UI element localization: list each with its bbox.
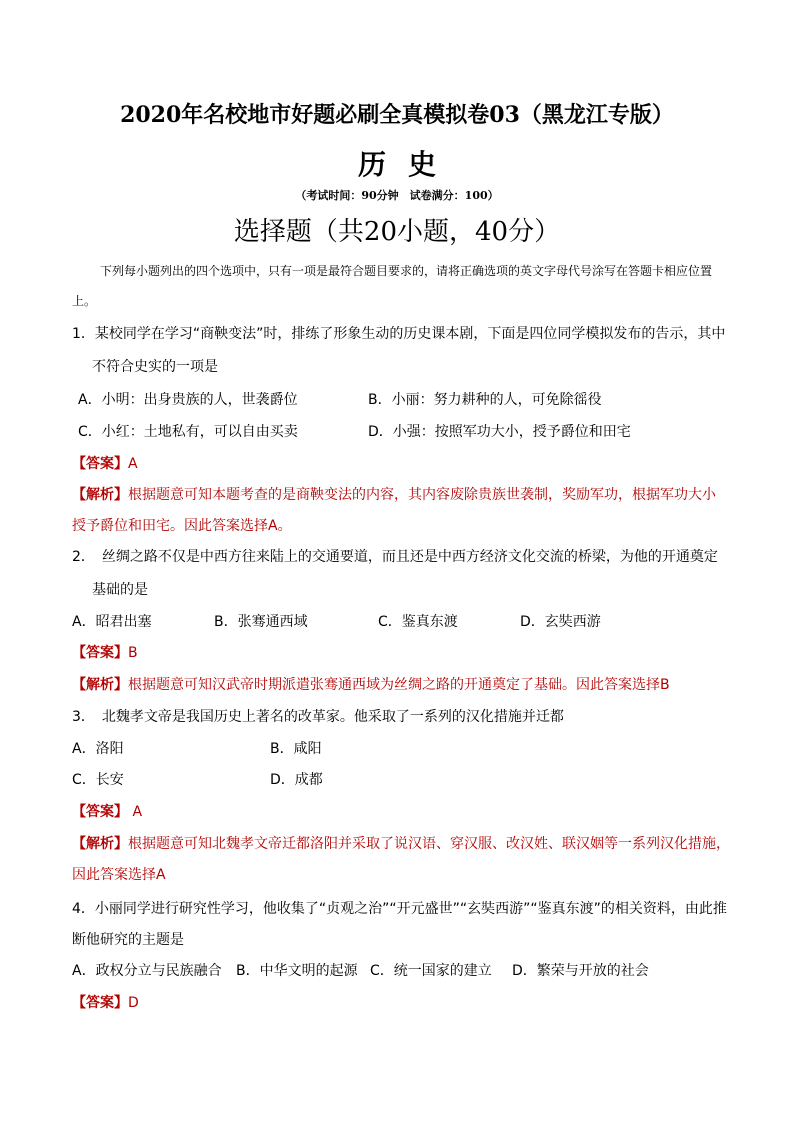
q2-stem-line1: 2． 丝绸之路不仅是中西方往来陆上的交通要道，而且还是中西方经济文化交流的桥梁，为他的开通奠定 — [72, 549, 718, 565]
q2-option-b: B．张骞通西域 — [214, 614, 308, 630]
q2-stem-line2: 基础的是 — [92, 582, 148, 598]
answer-label: 【答案】 — [72, 804, 128, 820]
q1-stem-line2: 不符合史实的一项是 — [92, 359, 218, 375]
exam-info: （考试时间：90分钟 试卷满分：100） — [295, 189, 499, 202]
answer-label: 【答案】 — [72, 645, 128, 661]
q3-analysis-line1: 【解析】根据题意可知北魏孝文帝迁都洛阳并采取了说汉语、穿汉服、改汉姓、联汉姻等一系列汉化措施， — [72, 836, 730, 852]
answer-value: A — [128, 456, 138, 472]
q1-option-a: A．小明：出身贵族的人，世袭爵位 — [78, 392, 298, 408]
answer-value: B — [128, 645, 138, 661]
q2-option-c: C．鉴真东渡 — [378, 614, 458, 630]
q2-analysis-line1: 【解析】根据题意可知汉武帝时期派遣张骞通西域为丝绸之路的开通奠定了基础。因此答案选择B — [72, 677, 670, 693]
q4-option-d: D．繁荣与开放的社会 — [512, 963, 649, 979]
answer-label: 【答案】 — [72, 995, 128, 1011]
q1-option-b: B．小丽：努力耕种的人，可免除徭役 — [368, 392, 602, 408]
answer-value: D — [128, 995, 139, 1011]
subject-title: 历史 — [357, 148, 458, 181]
q1-option-c: C．小红：土地私有，可以自由买卖 — [78, 424, 298, 440]
q3-option-a: A．洛阳 — [72, 741, 124, 757]
instructions-text: 下列每小题列出的四个选项中，只有一项是最符合题目要求的，请将正确选项的英文字母代号涂写在答题卡相应位置上。 — [72, 264, 713, 308]
q3-option-d: D．成都 — [270, 772, 323, 788]
q3-option-c: C．长安 — [72, 772, 124, 788]
q4-stem-line1: 4．小丽同学进行研究性学习，他收集了“贞观之治”“开元盛世”“玄奘西游”“鉴真东渡”的相关资料，由此推 — [72, 901, 727, 917]
q4-option-b: B．中华文明的起源 — [236, 963, 358, 979]
answer-label: 【答案】 — [72, 456, 128, 472]
q3-answer — [72, 801, 142, 821]
analysis-label: 【解析】 — [72, 677, 128, 693]
q4-answer — [72, 992, 139, 1012]
section-instructions — [72, 256, 732, 316]
q3-analysis-line2: 因此答案选择A — [72, 867, 166, 883]
q2-option-a: A．昭君出塞 — [72, 614, 152, 630]
q1-stem-line1: 1．某校同学在学习“商鞅变法”时，排练了形象生动的历史课本剧，下面是四位同学模拟发布的告示，其中 — [72, 326, 726, 342]
q2-answer — [72, 642, 138, 662]
q4-stem-line2: 断他研究的主题是 — [72, 932, 184, 948]
q1-analysis-line2: 授予爵位和田宅。因此答案选择A。 — [72, 518, 292, 534]
section-title: 选择题（共20小题，40分） — [233, 217, 561, 247]
q1-answer — [72, 453, 138, 473]
q1-option-d: D．小强：按照军功大小，授予爵位和田宅 — [368, 424, 631, 440]
answer-value: A — [128, 804, 143, 820]
q3-stem-line1: 3． 北魏孝文帝是我国历史上著名的改革家。他采取了一系列的汉化措施并迁都 — [72, 709, 564, 725]
exam-title: 2020年名校地市好题必刷全真模拟卷03（黑龙江专版） — [120, 102, 674, 128]
analysis-label: 【解析】 — [72, 487, 128, 503]
q3-option-b: B．咸阳 — [270, 741, 322, 757]
q4-option-a: A．政权分立与民族融合 — [72, 963, 222, 979]
q1-analysis-line1: 【解析】根据题意可知本题考查的是商鞅变法的内容，其内容废除贵族世袭制，奖励军功，根据军功大小 — [72, 487, 716, 503]
q2-option-d: D．玄奘西游 — [520, 614, 601, 630]
analysis-label: 【解析】 — [72, 836, 128, 852]
q4-option-c: C．统一国家的建立 — [370, 963, 492, 979]
